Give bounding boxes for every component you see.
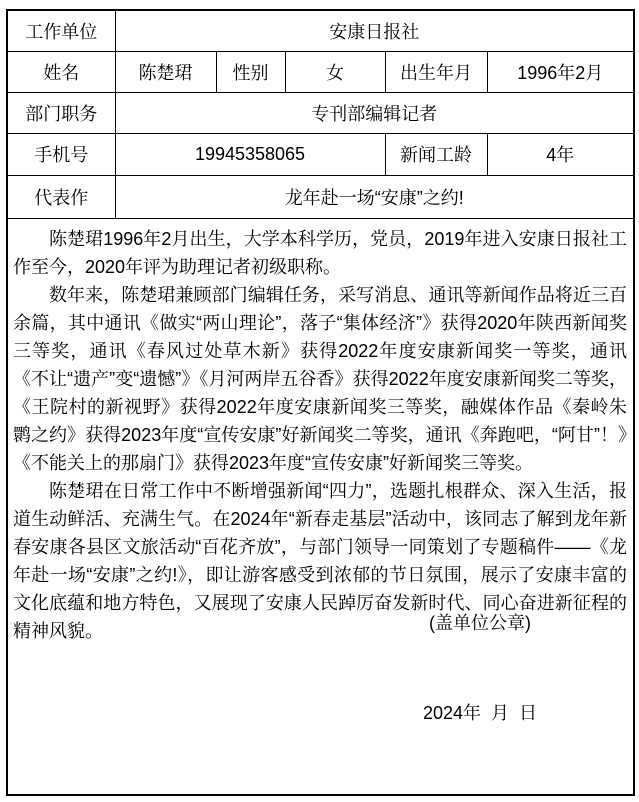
name-label: 姓名 — [7, 51, 115, 92]
row-profile-body — [7, 218, 634, 795]
name-value: 陈楚珺 — [115, 51, 216, 92]
phone-label: 手机号 — [7, 133, 115, 175]
experience-label: 新闻工龄 — [385, 133, 487, 175]
gender-value: 女 — [285, 51, 385, 92]
profile-paragraph-1: 陈楚珺1996年2月出生，大学本科学历，党员，2019年进入安康日报社工作至今，2020年评为助理记者初级职称。 — [13, 228, 628, 277]
row-representative-work — [7, 175, 634, 218]
birth-date-value: 1996年2月 — [487, 51, 634, 92]
row-department — [7, 92, 634, 133]
profile-paragraph-3: 陈楚珺在日常工作中不断增强新闻“四力”，选题扎根群众、深入生活，报道生动鲜活、充满生气。在2024年“新春走基层”活动中，该同志了解到龙年新春安康各县区文旅活动“百花齐放”，与部门领导一同策划了专题稿件——《龙年赴一场“安康”之约!》，即让游客感受到浓郁的节日氛围，展示了安康丰富的文化底蕴和地方特色，又展现了安康人民踔厉奋发新时代、同心奋进新征程的精神风貌。 — [13, 480, 628, 641]
representative-work-label: 代表作 — [7, 175, 115, 218]
representative-work-value: 龙年赴一场“安康”之约! — [115, 175, 634, 218]
work-unit-value: 安康日报社 — [115, 10, 634, 51]
work-unit-label: 工作单位 — [7, 10, 115, 51]
phone-value: 19945358065 — [115, 133, 385, 175]
experience-value: 4年 — [487, 133, 634, 175]
profile-form-table — [6, 9, 635, 796]
signature-block — [423, 548, 537, 788]
profile-body-cell — [7, 218, 634, 795]
row-name-gender-birth — [7, 51, 634, 92]
department-label: 部门职务 — [7, 92, 115, 133]
birth-date-label: 出生年月 — [385, 51, 487, 92]
gender-label: 性别 — [216, 51, 285, 92]
row-phone-experience — [7, 133, 634, 175]
profile-paragraph-2: 数年来，陈楚珺兼顾部门编辑任务，采写消息、通讯等新闻作品将近三百余篇，其中通讯《做实“两山理论”，落子“集体经济”》获得2020年陕西新闻奖三等奖，通讯《春风过处草木新》获得2022年度安康新闻奖一等奖，通讯《不让“遗产”变“遗憾”》《月河两岸五谷香》获得2022年度安康新闻奖二等奖，《王院村的新视野》获得2022年度安康新闻奖三等奖，融媒体作品《秦岭朱鹮之约》获得2023年度“宣传安康”好新闻奖二等奖，通讯《奔跑吧，“阿甘”！》《不能关上的那扇门》获得2023年度“宣传安康”好新闻奖三等奖。 — [13, 284, 628, 473]
seal-note: (盖单位公章) — [429, 613, 531, 633]
row-work-unit — [7, 10, 634, 51]
department-value: 专刊部编辑记者 — [115, 92, 634, 133]
signature-date: 2024年 月 日 — [422, 703, 538, 723]
